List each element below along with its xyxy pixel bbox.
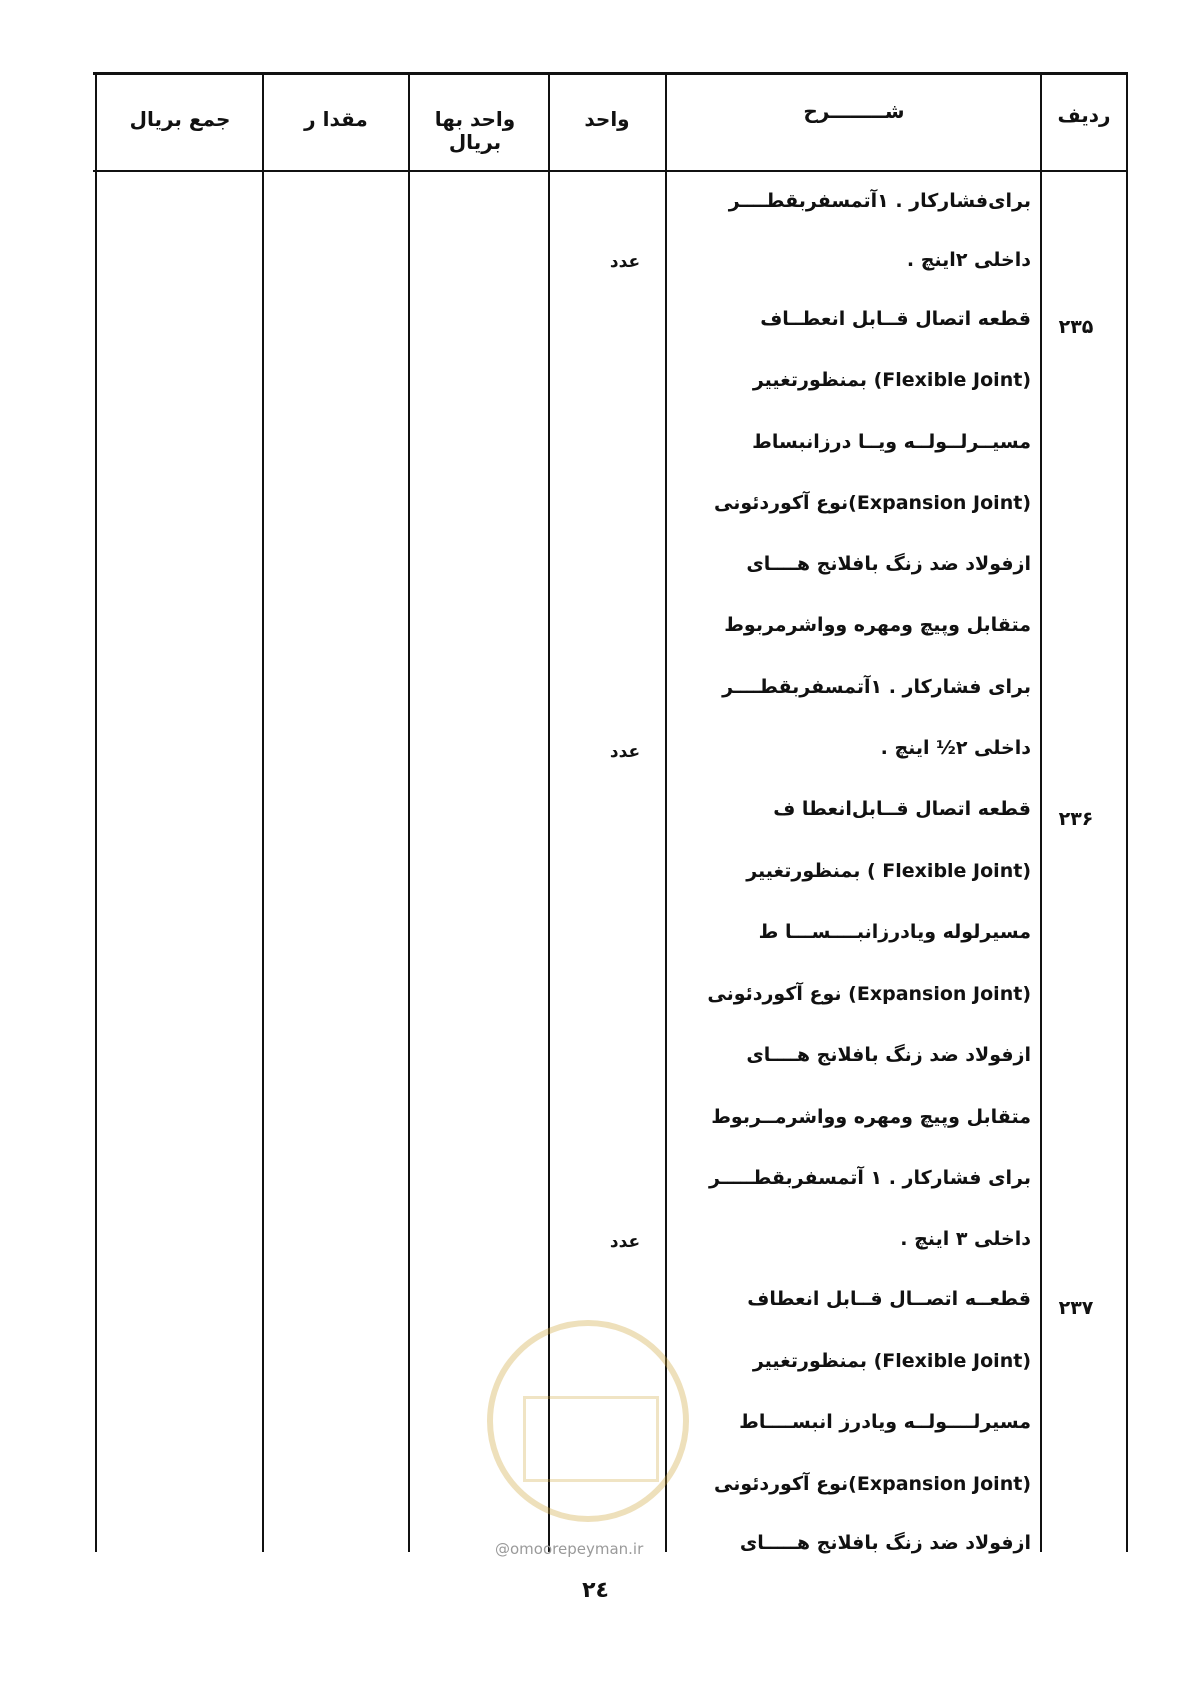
description-line: برای‌فشارکار . ۱آتمسفربقطــــر [728,190,1031,212]
description-line: مسیــرلــولــه ویــا درزانبساط [752,431,1031,453]
description-line: (Expansion Joint)نوع آکوردئونی [713,1473,1031,1495]
description-line: برای فشارکار . ۱آتمسفربقطــــر [722,676,1031,698]
header-total: جمع بریال [129,107,231,131]
header-unit: واحد [584,107,630,131]
table-header-divider [93,170,1128,172]
description-line: مسیرلوله ویادرزانبــــســـا ط [758,921,1031,943]
col-border-2 [262,72,264,1552]
col-border-7 [1126,72,1128,1552]
description-line: (Flexible Joint) بمنظورتغییر [752,1350,1031,1372]
watermark-text: @omoorepeyman.ir [495,1540,644,1558]
description-line: قطعه اتصال قــابل‌انعطا ف [773,798,1031,820]
description-line: داخلی ۲½ اینچ . [880,737,1031,759]
unit-cell: عدد [609,742,641,762]
description-line: متقابل وپیچ ومهره وواشرمــربوط [711,1106,1031,1128]
col-border-3 [408,72,410,1552]
description-line: قطعه اتصال قــابل انعطــاف [760,308,1031,330]
page-number: ۲٤ [582,1578,609,1603]
row-number: ۲۳۵ [1058,316,1094,338]
description-line: قطعــه اتصــال قــابل انعطاف [747,1288,1031,1310]
header-unit-price: واحد بها بریال [434,107,516,154]
header-quantity: مقدا ر [304,107,368,131]
table-top-border [93,72,1128,75]
watermark-grid-icon [523,1396,659,1482]
description-line: داخلی ۳ اینچ . [900,1228,1031,1250]
col-border-1 [95,72,97,1552]
description-line: برای فشارکار . ۱ آتمسفربقطـــــر [709,1167,1031,1189]
unit-cell: عدد [609,1232,641,1252]
row-number: ۲۳۶ [1058,808,1094,830]
unit-cell: عدد [609,252,641,272]
description-line: ازفولاد ضد زنگ بافلانج هــــای [746,553,1031,575]
description-line: (Flexible Joint) بمنظورتغییر [752,369,1031,391]
description-line: (Flexible Joint ) بمنظورتغییر [746,860,1031,882]
description-line: ازفولاد ضد زنگ بافلانج هــــای [746,1044,1031,1066]
description-line: متقابل وپیچ ومهره وواشرمربوط [724,614,1031,636]
description-line: (Expansion Joint)نوع آکوردئونی [713,492,1031,514]
header-description: شــــــــرح [803,99,905,123]
header-row: ردیف [1057,103,1111,127]
row-number: ۲۳۷ [1058,1297,1094,1319]
description-line: ازفولاد ضد زنگ بافلانج هـــــای [739,1532,1031,1554]
description-line: داخلی ۲اینچ . [906,249,1031,271]
description-line: مسیرلــــولــه ویادرز انبســــاط [739,1411,1031,1433]
watermark-seal-icon [487,1320,689,1522]
description-line: (Expansion Joint) نوع آکوردئونی [707,983,1031,1005]
